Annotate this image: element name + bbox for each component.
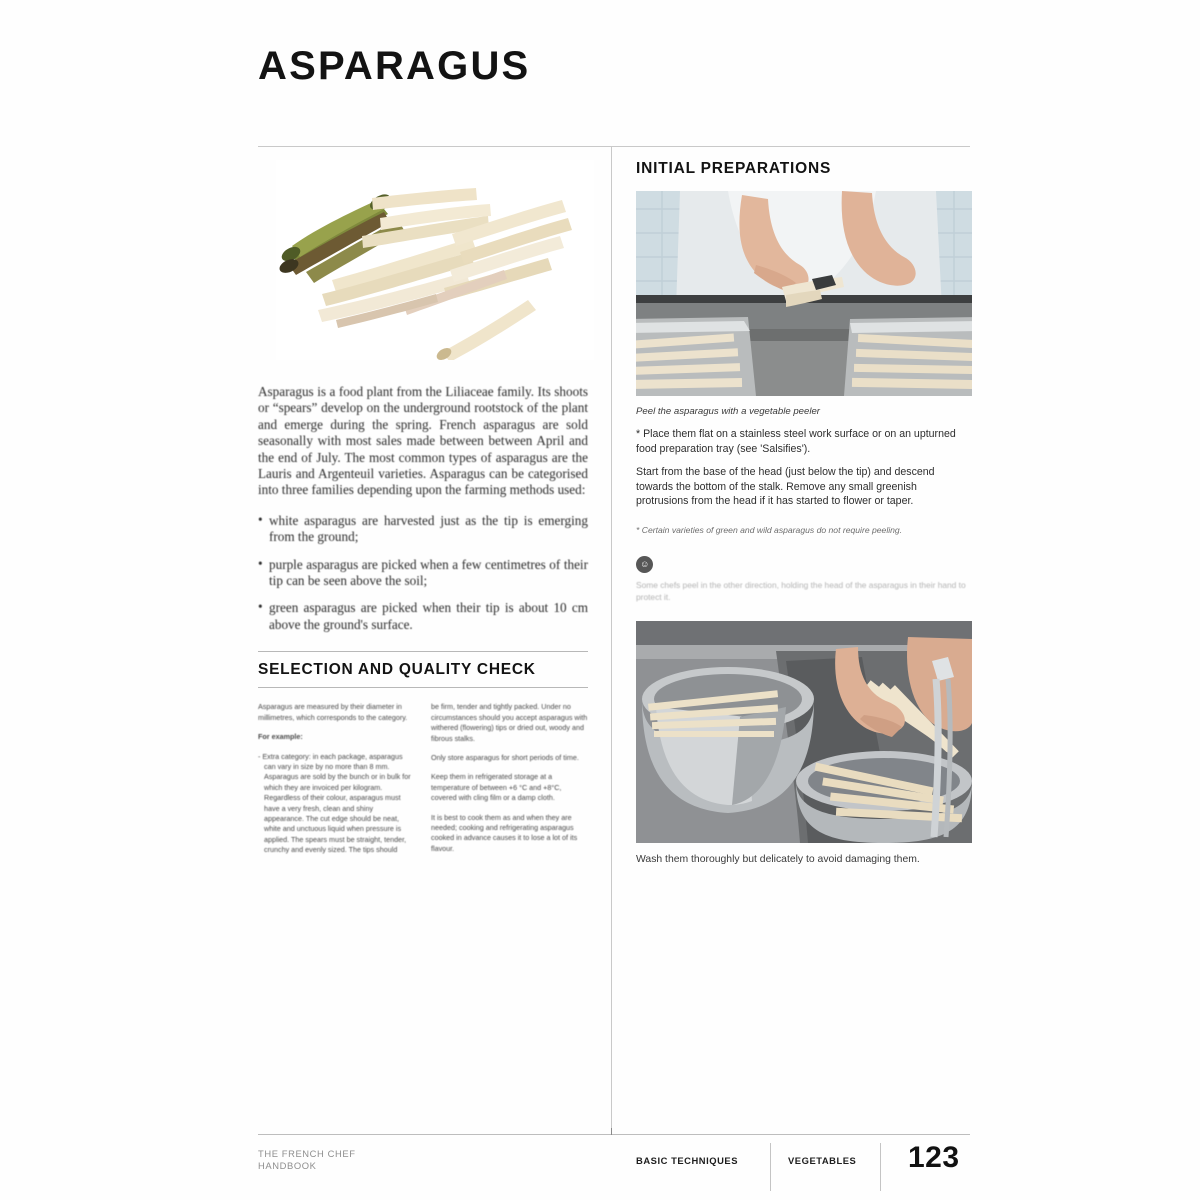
- book-title-line-1: THE FRENCH CHEF: [258, 1148, 356, 1159]
- quality-para: Only store asparagus for short periods of time.: [431, 752, 579, 762]
- asparagus-spears-photo: [276, 160, 594, 360]
- section-rule-bottom: [258, 687, 588, 688]
- book-title-footer: [258, 1148, 356, 1172]
- quality-two-column-text: [258, 702, 588, 864]
- chef-tip-badge-icon: ☺: [636, 556, 653, 573]
- preparation-step-2: Start from the base of the head (just below the tip) and descend towards the bottom of the stalk. Remove any small greenish protrusions from the head if it has started to flower or taper.: [636, 466, 935, 508]
- preparation-step-1: * Place them flat on a stainless steel work surface or on an upturned food preparation tray (see 'Salsifies').: [636, 428, 956, 455]
- photo-2-caption: Wash them thoroughly but delicately to avoid damaging them.: [636, 854, 920, 866]
- footer-divider-rule: [258, 1134, 970, 1135]
- washing-asparagus-photo: [636, 621, 972, 843]
- quality-para: Asparagus are measured by their diameter in millimetres, which corresponds to the category.: [258, 702, 408, 722]
- footer-divider-1: [770, 1143, 771, 1191]
- column-divider-rule: [611, 146, 612, 1131]
- footer-center-tick: [611, 1128, 612, 1135]
- intro-paragraph: Asparagus is a food plant from the Liliaceae family. Its shoots or “spears” develop on the underground rootstock of the plant and emerge during the spring. French asparagus are sold seasonally with most sales made between between April and the end of July. The most common types of asparagus are the Lauris and Argenteuil varieties. Asparagus can be categorised into three families depending upon the farming methods used:: [258, 384, 588, 498]
- peeling-photo-illustration: [636, 191, 972, 396]
- harvest-bullet-list: [258, 513, 588, 633]
- page-title: ASPARAGUS: [258, 44, 531, 88]
- footer-chapter-label: VEGETABLES: [788, 1155, 857, 1166]
- page-footer: [258, 1143, 970, 1191]
- chef-tip-block: [636, 556, 972, 603]
- quality-column-right: [431, 702, 588, 864]
- right-column: [636, 160, 972, 867]
- list-item: • white asparagus are harvested just as the tip is emerging from the ground;: [258, 513, 588, 546]
- book-title-line-2: HANDBOOK: [258, 1160, 317, 1171]
- quality-para: It is best to cook them as and when they are needed; cooking and refrigerating asparagus cooked in advance causes it to lose a lot of its flavour.: [431, 812, 578, 853]
- photo-1-caption: Peel the asparagus with a vegetable peeler: [636, 406, 821, 417]
- washing-photo-illustration: [636, 621, 972, 843]
- quality-para: Keep them in refrigerated storage at a temperature of between +6 °C and +8°C, covered with cling film or a damp cloth.: [431, 772, 562, 803]
- asparagus-photo-illustration: [276, 160, 594, 360]
- peeling-footnote: * Certain varieties of green and wild asparagus do not require peeling.: [636, 524, 903, 535]
- top-divider-rule: [258, 146, 970, 147]
- quality-para: - Extra category: in each package, asparagus can vary in size by no more than 8 mm. Asparagus are sold by the bunch or in bulk for which they are invoiced per kilogram. Regardless of their colour, asparagus must have a very fresh, clean and shiny appearance. The cut edge should be neat, white and unctuous liquid when pressure is applied. The spears must be straight, tender, crunchy and evenly sized. The tips should: [258, 751, 411, 855]
- section-heading-initial-preparations: INITIAL PREPARATIONS: [636, 160, 832, 177]
- quality-column-left: [258, 702, 415, 864]
- list-item: • purple asparagus are picked when a few centimetres of their tip can be seen above the soil;: [258, 557, 588, 590]
- section-heading-selection: SELECTION AND QUALITY CHECK: [258, 661, 536, 679]
- selection-section: [258, 651, 588, 688]
- list-item: • green asparagus are picked when their tip is about 10 cm above the ground's surface.: [258, 600, 588, 633]
- footer-section-label: BASIC TECHNIQUES: [636, 1155, 739, 1166]
- left-column: [258, 160, 588, 865]
- quality-para-bold: For example:: [258, 732, 303, 742]
- peeling-asparagus-photo: [636, 191, 972, 396]
- footer-divider-2: [880, 1143, 881, 1191]
- quality-para: be firm, tender and tightly packed. Under no circumstances should you accept asparagus with withered (flowering) tips or dried out, woody and fibrous stalks.: [431, 702, 588, 743]
- page-number: 123: [908, 1141, 960, 1174]
- chef-tip-text: Some chefs peel in the other direction, holding the head of the asparagus in their hand to protect it.: [636, 579, 966, 602]
